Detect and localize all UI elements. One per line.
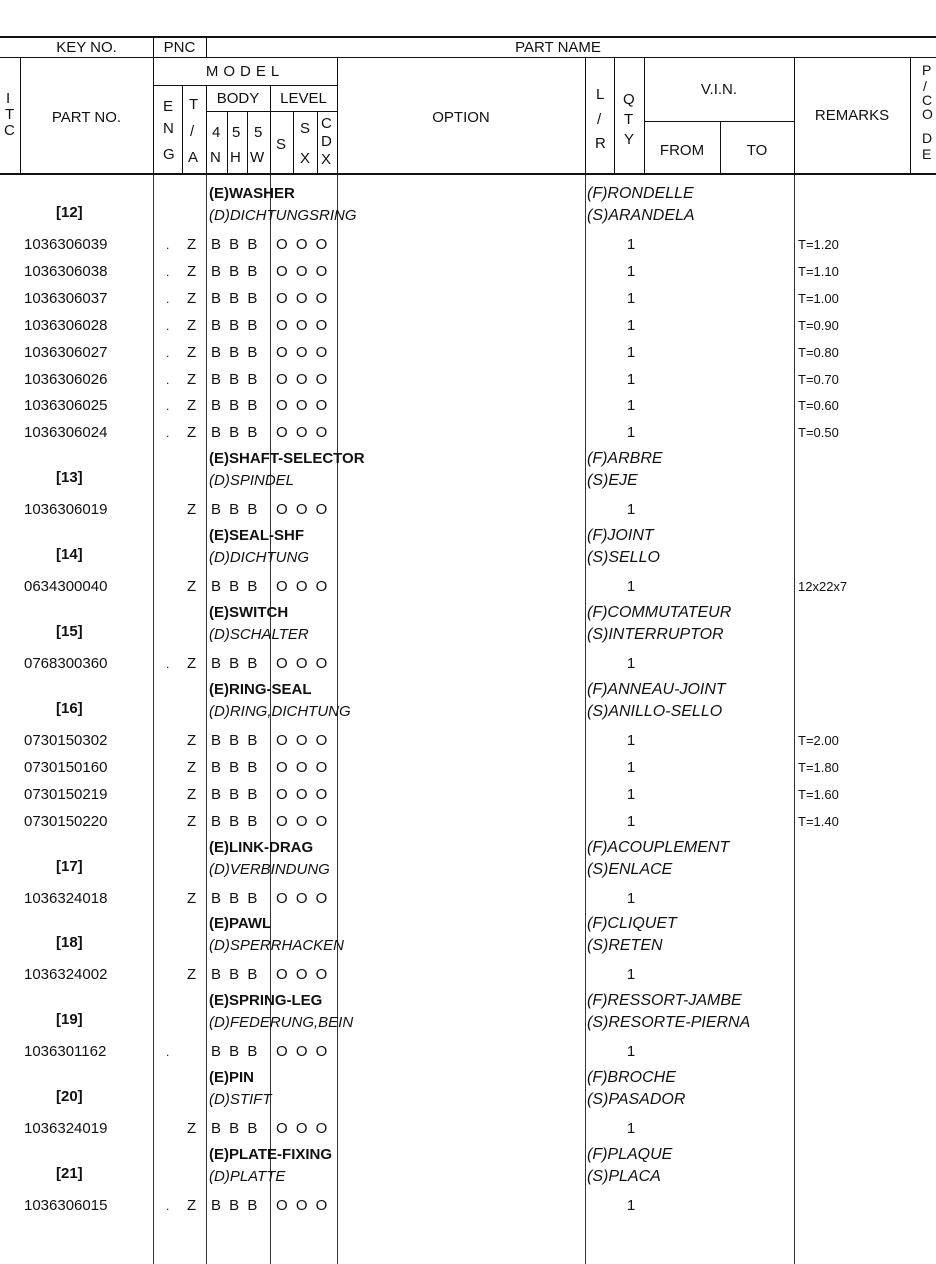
english-name: (E)PIN (209, 1069, 254, 1087)
body-col-5b: 5 (254, 124, 263, 141)
remarks: 12x22x7 (798, 579, 848, 595)
remarks: T=1.00 (798, 290, 839, 306)
french-name: (F)BROCHE (587, 1069, 676, 1087)
body-codes: B B B (211, 966, 260, 984)
english-name: (E)PLATE-FIXING (209, 1146, 333, 1164)
german-name: (D)FEDERUNG,BEIN (209, 1014, 354, 1032)
pcode-header-c: C (922, 92, 933, 108)
part-number: 0730150220 (24, 812, 108, 830)
part-number: 1036306019 (24, 501, 108, 519)
table-row (0, 501, 936, 527)
english-name: (E)SPRING-LEG (209, 992, 323, 1010)
spanish-name: (S)EJE (587, 472, 638, 490)
body-codes: B B B (211, 424, 260, 442)
eng-header-n: N (163, 120, 174, 137)
table-row (0, 424, 936, 450)
part-number: 0768300360 (24, 655, 108, 672)
level-codes: O O O (276, 343, 330, 361)
eng-mark: . (166, 264, 170, 279)
ta-code: Z (187, 731, 197, 749)
level-codes: O O O (276, 1043, 330, 1061)
german-name: (D)RING,DICHTUNG (209, 702, 351, 720)
remarks-header: REMARKS (814, 107, 890, 124)
table-row (0, 344, 936, 370)
level-codes: O O O (276, 501, 330, 519)
quantity: 1 (626, 758, 636, 776)
eng-mark: . (166, 399, 170, 414)
french-name: (F)CLIQUET (587, 915, 677, 933)
level-col-sx-s: S (300, 120, 311, 137)
option-header: OPTION (432, 109, 490, 126)
spanish-name: (S)SELLO (587, 549, 660, 567)
part-number: 1036306015 (24, 1197, 108, 1215)
level-col-cdx-d: D (321, 133, 332, 150)
body-codes: B B B (211, 343, 260, 361)
ta-header-slash: / (190, 123, 195, 140)
spanish-name: (S)RETEN (587, 937, 663, 955)
spanish-name: (S)INTERRUPTOR (587, 626, 724, 643)
german-name: (D)VERBINDUNG (209, 860, 330, 878)
body-codes: B B B (211, 289, 260, 307)
remarks: T=1.80 (798, 759, 839, 775)
remarks: T=0.80 (798, 344, 839, 360)
qty-header-y: Y (624, 131, 635, 148)
remarks: T=0.50 (798, 425, 839, 441)
spanish-name: (S)RESORTE-PIERNA (587, 1014, 751, 1032)
quantity: 1 (626, 812, 636, 830)
german-name: (D)SPERRHACKEN (209, 937, 345, 955)
level-codes: O O O (276, 731, 330, 749)
quantity: 1 (626, 316, 636, 334)
part-number: 0730150160 (24, 758, 108, 776)
hdr-v-4n (227, 112, 228, 174)
body-codes: B B B (211, 1120, 260, 1138)
ta-code: Z (187, 812, 197, 830)
french-name: (F)ARBRE (587, 450, 663, 468)
ta-code: Z (187, 316, 197, 334)
level-codes: O O O (276, 758, 330, 776)
table-row (0, 263, 936, 289)
itc-header-t: T (5, 106, 15, 123)
german-name: (D)SPINDEL (209, 472, 295, 490)
level-codes: O O O (276, 262, 330, 280)
level-codes: O O O (276, 812, 330, 830)
part-number: 1036306027 (24, 343, 108, 361)
part-no-header: PART NO. (51, 109, 122, 126)
remarks: T=1.40 (798, 813, 839, 829)
key-number: [20] (56, 1088, 83, 1106)
remarks: T=0.70 (798, 371, 839, 387)
level-codes: O O O (276, 785, 330, 803)
hdr-v-sx (317, 112, 318, 174)
ta-code: Z (187, 1197, 197, 1215)
part-number: 1036306038 (24, 262, 108, 280)
table-row (0, 371, 936, 397)
part-name-header: PART NAME (515, 39, 601, 56)
level-codes: O O O (276, 236, 330, 253)
level-codes: O O O (276, 578, 330, 596)
model-rule (153, 85, 337, 86)
table-row (0, 890, 936, 916)
quantity: 1 (626, 343, 636, 361)
body-codes: B B B (211, 785, 260, 803)
key-number: [21] (56, 1165, 83, 1183)
quantity: 1 (626, 1197, 636, 1215)
eng-header-e: E (163, 98, 174, 115)
lr-header-slash: / (597, 111, 602, 128)
key-no-header: KEY NO. (56, 39, 117, 56)
pcode-header-o: O (922, 106, 933, 122)
quantity: 1 (626, 1043, 636, 1061)
body-codes: B B B (211, 1197, 260, 1215)
vin-header: V.I.N. (700, 81, 738, 98)
header-bottom-rule (0, 173, 936, 175)
hdr-v-keyno-end (153, 37, 154, 174)
spanish-name: (S)ANILLO-SELLO (587, 702, 723, 720)
table-row (0, 759, 936, 785)
body-codes: B B B (211, 655, 260, 672)
quantity: 1 (626, 370, 636, 388)
ta-code: Z (187, 501, 197, 519)
table-row (0, 1197, 936, 1223)
eng-mark: . (166, 345, 170, 360)
table-row (0, 655, 936, 681)
part-number: 0730150219 (24, 785, 108, 803)
part-number: 1036306025 (24, 397, 108, 415)
german-name: (D)DICHTUNGSRING (209, 207, 357, 224)
level-header: LEVEL (280, 90, 327, 107)
table-row (0, 1043, 936, 1069)
table-row (0, 1120, 936, 1146)
hdr-v-option-end (585, 58, 586, 174)
eng-header-g: G (163, 146, 175, 163)
ta-code: Z (187, 262, 197, 280)
spanish-name: (S)ENLACE (587, 860, 673, 878)
part-number: 1036306028 (24, 316, 108, 334)
english-name: (E)LINK-DRAG (209, 838, 314, 856)
level-codes: O O O (276, 655, 330, 672)
ta-code: Z (187, 343, 197, 361)
level-codes: O O O (276, 1120, 330, 1138)
quantity: 1 (626, 655, 636, 672)
body-codes: B B B (211, 397, 260, 415)
french-name: (F)RONDELLE (587, 185, 694, 202)
spanish-name: (S)PLACA (587, 1168, 661, 1186)
body-codes: B B B (211, 236, 260, 253)
ta-code: Z (187, 424, 197, 442)
remarks: T=0.60 (798, 398, 839, 414)
body-codes: B B B (211, 501, 260, 519)
vin-rule (644, 121, 794, 122)
quantity: 1 (626, 731, 636, 749)
quantity: 1 (626, 397, 636, 415)
pcode-header-p: P (922, 62, 932, 78)
ta-code: Z (187, 966, 197, 984)
level-codes: O O O (276, 424, 330, 442)
body-codes: B B B (211, 262, 260, 280)
table-row (0, 732, 936, 758)
french-name: (F)JOINT (587, 527, 654, 545)
hdr-v-s (293, 112, 294, 174)
quantity: 1 (626, 501, 636, 519)
hdr-v-remarks-end (910, 58, 911, 174)
qty-header-q: Q (623, 91, 635, 108)
body-codes: B B B (211, 316, 260, 334)
lr-header-l: L (596, 86, 605, 103)
level-codes: O O O (276, 397, 330, 415)
french-name: (F)PLAQUE (587, 1146, 673, 1164)
quantity: 1 (626, 889, 636, 907)
level-codes: O O O (276, 370, 330, 388)
model-header: MODEL (205, 63, 285, 80)
body-codes: B B B (211, 1043, 260, 1061)
ta-code: Z (187, 889, 197, 907)
table-row (0, 966, 936, 992)
english-name: (E)SEAL-SHF (209, 527, 304, 545)
level-col-sx-x: X (300, 150, 311, 167)
qty-header-t: T (624, 111, 634, 128)
itc-header-i: I (6, 90, 11, 107)
key-number: [18] (56, 934, 83, 952)
table-row (0, 317, 936, 343)
spanish-name: (S)ARANDELA (587, 207, 695, 224)
pnc-header: PNC (163, 39, 196, 56)
eng-mark: . (166, 426, 170, 441)
pcode-header-d: D (922, 130, 933, 146)
eng-mark: . (166, 372, 170, 387)
eng-mark: . (166, 318, 170, 333)
key-number: [15] (56, 623, 83, 640)
level-col-cdx-c: C (321, 115, 332, 132)
body-col-w: W (250, 149, 265, 166)
level-codes: O O O (276, 1197, 330, 1215)
english-name: (E)SHAFT-SELECTOR (209, 450, 365, 468)
hdr-v-eng-end (182, 86, 183, 174)
quantity: 1 (626, 424, 636, 442)
table-row (0, 813, 936, 839)
level-codes: O O O (276, 889, 330, 907)
ta-code: Z (187, 289, 197, 307)
quantity: 1 (626, 785, 636, 803)
french-name: (F)ACOUPLEMENT (587, 838, 730, 856)
german-name: (D)STIFT (209, 1091, 272, 1109)
french-name: (F)COMMUTATEUR (587, 604, 732, 621)
part-number: 1036301162 (24, 1043, 107, 1061)
body-col-5a: 5 (232, 124, 241, 141)
to-header: TO (746, 142, 768, 159)
table-row (0, 786, 936, 812)
ta-code: Z (187, 236, 197, 253)
level-codes: O O O (276, 289, 330, 307)
part-number: 0634300040 (24, 578, 108, 596)
eng-mark: . (166, 657, 170, 671)
eng-mark: . (166, 291, 170, 306)
body-col-h: H (230, 149, 241, 166)
ta-code: Z (187, 655, 197, 672)
table-row (0, 290, 936, 316)
body-col-n: N (210, 149, 221, 166)
level-col-s: S (276, 136, 287, 153)
header-top-rule (0, 36, 936, 38)
table-row (0, 236, 936, 262)
quantity: 1 (626, 236, 636, 253)
table-row (0, 397, 936, 423)
remarks: T=1.20 (798, 237, 839, 252)
part-number: 1036306026 (24, 370, 108, 388)
key-number: [14] (56, 546, 83, 564)
key-number: [16] (56, 699, 83, 717)
body-codes: B B B (211, 758, 260, 776)
ta-code: Z (187, 578, 197, 596)
spanish-name: (S)PASADOR (587, 1091, 686, 1109)
english-name: (E)PAWL (209, 915, 272, 933)
hdr-v-lr-end (614, 58, 615, 174)
ta-code: Z (187, 785, 197, 803)
part-number: 1036324018 (24, 889, 108, 907)
body-codes: B B B (211, 812, 260, 830)
itc-header-c: C (4, 122, 15, 139)
german-name: (D)DICHTUNG (209, 549, 309, 567)
ta-header-t: T (189, 96, 199, 113)
from-header: FROM (659, 142, 705, 159)
lr-header-r: R (595, 135, 606, 152)
quantity: 1 (626, 262, 636, 280)
pcode-header-e: E (922, 146, 932, 162)
eng-mark: . (166, 1199, 170, 1214)
level-codes: O O O (276, 966, 330, 984)
english-name: (E)SWITCH (209, 604, 289, 621)
part-number: 1036306037 (24, 289, 108, 307)
key-number: [19] (56, 1011, 83, 1029)
body-header: BODY (216, 90, 260, 107)
quantity: 1 (626, 578, 636, 596)
key-number: [12] (56, 204, 83, 221)
remarks: T=1.10 (798, 263, 839, 279)
remarks: T=2.00 (798, 732, 839, 748)
part-number: 1036306039 (24, 236, 108, 253)
ta-code: Z (187, 397, 197, 415)
part-number: 0730150302 (24, 731, 108, 749)
quantity: 1 (626, 1120, 636, 1138)
quantity: 1 (626, 289, 636, 307)
german-name: (D)PLATTE (209, 1168, 286, 1186)
eng-mark: . (166, 238, 170, 252)
level-codes: O O O (276, 316, 330, 334)
header-rule-2 (0, 57, 936, 58)
ta-code: Z (187, 370, 197, 388)
ta-header-a: A (188, 149, 199, 166)
remarks: T=1.60 (798, 786, 839, 802)
level-col-cdx-x: X (321, 151, 332, 168)
part-number: 1036306024 (24, 424, 108, 442)
french-name: (F)RESSORT-JAMBE (587, 992, 742, 1010)
eng-mark: . (166, 1045, 170, 1060)
part-number: 1036324002 (24, 966, 108, 984)
pcode-header-slash: / (923, 78, 927, 94)
part-number: 1036324019 (24, 1120, 108, 1138)
hdr-v-5h (247, 112, 248, 174)
key-number: [13] (56, 469, 83, 487)
body-codes: B B B (211, 578, 260, 596)
remarks: T=0.90 (798, 317, 839, 333)
ta-code: Z (187, 1120, 197, 1138)
ta-code: Z (187, 758, 197, 776)
french-name: (F)ANNEAU-JOINT (587, 680, 726, 698)
german-name: (D)SCHALTER (209, 626, 309, 643)
body-codes: B B B (211, 370, 260, 388)
body-codes: B B B (211, 889, 260, 907)
english-name: (E)WASHER (209, 185, 295, 202)
key-number: [17] (56, 857, 83, 875)
body-col-4: 4 (212, 124, 221, 141)
body-codes: B B B (211, 731, 260, 749)
quantity: 1 (626, 966, 636, 984)
table-row (0, 578, 936, 604)
english-name: (E)RING-SEAL (209, 680, 312, 698)
